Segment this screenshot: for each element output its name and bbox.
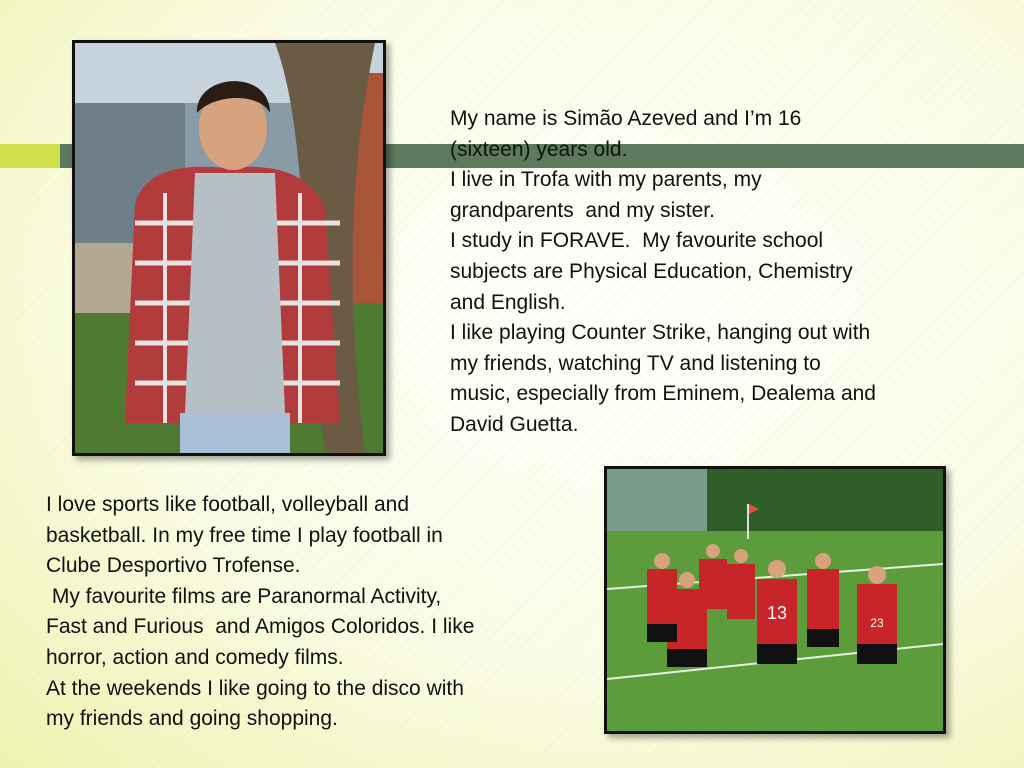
hobbies-line: my friends and going shopping.: [46, 707, 338, 731]
hobbies-line: horror, action and comedy films.: [46, 645, 344, 669]
jersey-number: 13: [766, 603, 788, 623]
intro-line: music, especially from Eminem, Dealema and: [450, 382, 876, 406]
hobbies-line: Clube Desportivo Trofense.: [46, 554, 301, 578]
intro-text: [450, 104, 990, 441]
decorative-band-left: [0, 144, 60, 168]
intro-line: I like playing Counter Strike, hanging out with: [450, 321, 871, 345]
hobbies-line: My favourite films are Paranormal Activity,: [46, 584, 442, 608]
hobbies-text: [46, 490, 586, 735]
team-photo-icon: [607, 469, 943, 731]
hobbies-line: I love sports like football, volleyball and: [46, 493, 410, 516]
portrait-photo: [72, 40, 386, 456]
intro-line: (sixteen) years old.: [450, 137, 628, 161]
intro-line: I live in Trofa with my parents, my: [450, 168, 762, 192]
portrait-photo-icon: [75, 43, 383, 453]
team-photo: [604, 466, 946, 734]
intro-line: and English.: [450, 290, 566, 314]
intro-line: I study in FORAVE. My favourite school: [450, 229, 824, 253]
hobbies-line: basketball. In my free time I play football in: [46, 523, 443, 547]
jersey-number: 23: [870, 616, 884, 630]
intro-line: My name is Simão Azeved and I’m 16: [450, 107, 802, 130]
intro-line: subjects are Physical Education, Chemistry: [450, 259, 853, 283]
intro-line: David Guetta.: [450, 412, 579, 436]
intro-line: grandparents and my sister.: [450, 198, 715, 222]
intro-line: my friends, watching TV and listening to: [450, 351, 821, 375]
hobbies-line: At the weekends I like going to the disco with: [46, 676, 464, 700]
hobbies-line: Fast and Furious and Amigos Coloridos. I like: [46, 615, 475, 639]
